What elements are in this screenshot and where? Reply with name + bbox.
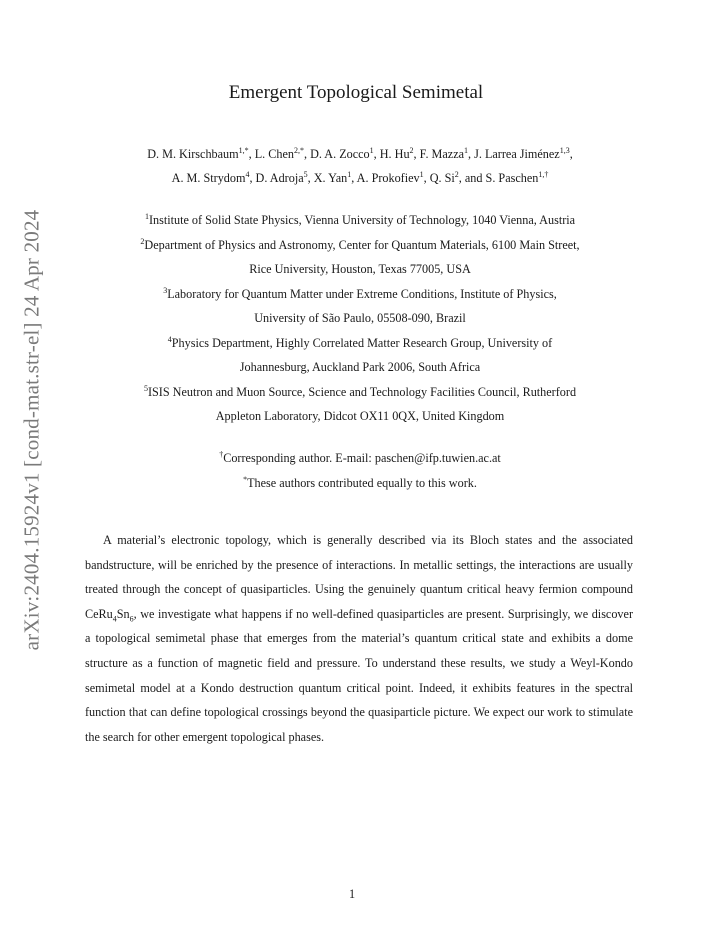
author: S. Paschen$^{1,\dagger}$ [485,169,549,185]
paper-title: Emergent Topological Semimetal [228,82,484,103]
affiliation-2-cont: Rice University, Houston, Texas 77005, USA [249,262,471,276]
affiliation-1: $^1$Institute of Solid State Physics, Vienna University of Technology, 1040 Vienna, Austria [144,211,576,227]
affiliation-3-cont: University of São Paulo, 05508-090, Brazil [254,311,466,325]
affiliations [80,208,640,429]
author: X. Yan$^1$ [313,169,352,185]
affiliation-2: $^2$Department of Physics and Astronomy, Center for Quantum Materials, 6100 Main Street, [140,236,580,252]
affiliation-3: $^3$Laboratory for Quantum Matter under Extreme Conditions, Institute of Physics, [163,285,557,301]
abstract: A material’s electronic topology, which is generally described via its Bloch states and the associated bandstructure, will be enriched by the presence of interactions. In metallic settings, the interactions are usually treated through the concept of quasiparticles. Using the genuinely quantum critical heavy fermion compound $CeRu_4Sn_6$, we investigate what happens if no well-defined quasiparticles are present. Surprisingly, we discover a topological semimetal phase that emerges from the material’s quantum critical state and exhibits a dome structure as a function of magnetic field and pressure. To understand these results, we study a Weyl-Kondo semimetal model at a Kondo destruction quantum critical point. Indeed, it exhibits features in the spectral function that can define topological crossings beyond the quasiparticle picture. We expect our work to stimulate the search for other emergent topological phases. [85,533,633,744]
affiliation-4-cont: Johannesburg, Auckland Park 2006, South Africa [239,360,481,374]
page-number: 1 [348,887,356,901]
author-notes [80,446,640,495]
equal-contribution-note: *These authors contributed equally to this work. [243,474,477,490]
author: H. Hu$^2$ [379,145,414,161]
author: Q. Si$^2$ [429,169,459,185]
author: J. Larrea Jiménez$^{1,3}$ [474,145,570,161]
arxiv-identifier[interactable]: arXiv:2404.15924v1 [cond-mat.str-el] 24 Apr 2024 [19,209,44,651]
affiliation-4: $^4$Physics Department, Highly Correlated Matter Research Group, University of [167,334,553,350]
author: D. A. Zocco$^1$ [310,145,374,161]
corresponding-author-note: †Corresponding author. E-mail: paschen@ifp.tuwien.ac.at [219,449,501,465]
author-line-1: D. M. Kirschbaum$^{1,*}$, L. Chen$^{2,*}$, D. A. Zocco$^1$, H. Hu$^2$, F. Mazza$^1$, J. Larrea Jiménez$^{1,3}$, [147,145,573,161]
affiliation-5: $^5$ISIS Neutron and Muon Source, Science and Technology Facilities Council, Rutherford [143,383,577,399]
author: A. Prokofiev$^1$ [356,169,424,185]
author: D. M. Kirschbaum$^{1,*}$ [147,145,249,161]
affiliation-5-cont: Appleton Laboratory, Didcot OX11 0QX, United Kingdom [215,409,505,423]
author-list [80,143,640,190]
author: D. Adroja$^5$ [255,169,308,185]
author: F. Mazza$^1$ [419,145,469,161]
author-conjunction: and [464,170,483,185]
author: L. Chen$^{2,*}$ [254,145,304,161]
author: A. M. Strydom$^4$ [171,169,250,185]
author-line-2: A. M. Strydom$^4$, D. Adroja$^5$, X. Yan$^1$, A. Prokofiev$^1$, Q. Si$^2$, and S. Paschen$^{1,\dagger}$ [171,169,549,185]
